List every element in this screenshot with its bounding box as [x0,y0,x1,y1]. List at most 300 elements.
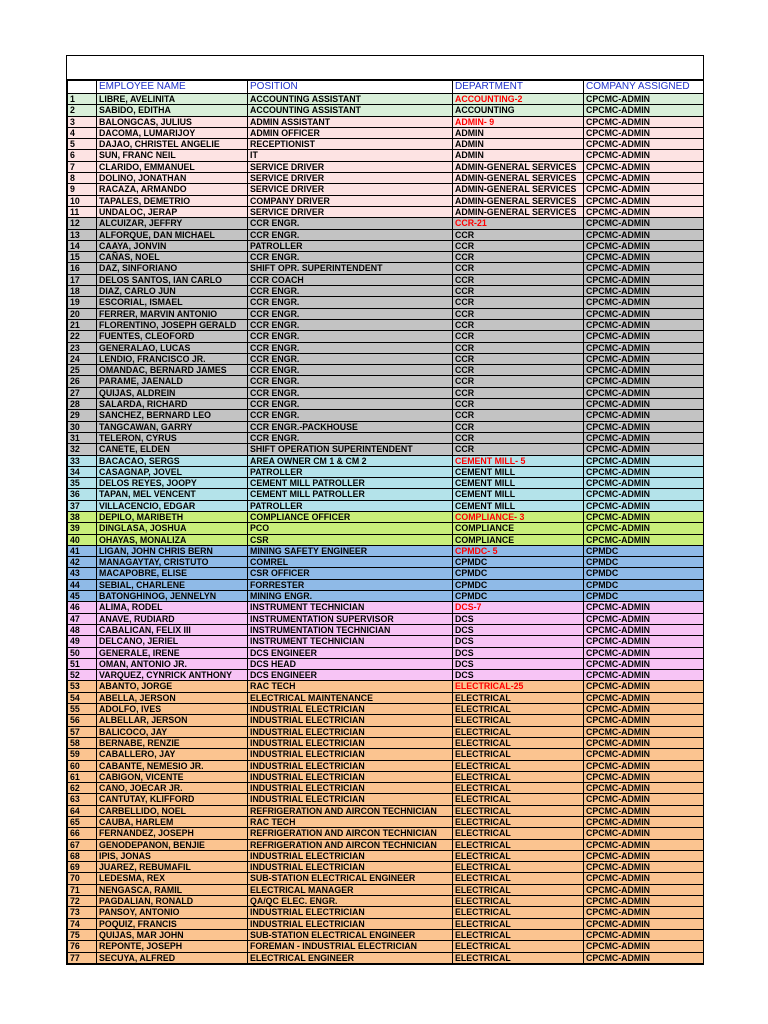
position-cell[interactable]: INDUSTRIAL ELECTRICIAN [248,771,453,782]
position-cell[interactable]: INDUSTRIAL ELECTRICIAN [248,704,453,715]
department-cell[interactable]: CCR [453,376,584,387]
company-assigned-cell[interactable]: CPCMC-ADMIN [584,647,704,658]
department-cell[interactable]: CEMENT MILL [453,466,584,477]
company-assigned-cell[interactable]: CPCMC-ADMIN [584,896,704,907]
company-assigned-cell[interactable]: CPCMC-ADMIN [584,726,704,737]
position-cell[interactable]: REFRIGERATION AND AIRCON TECHNICIAN [248,828,453,839]
employee-name-cell[interactable]: SALARDA, RICHARD [97,399,248,410]
department-cell[interactable]: CEMENT MILL- 5 [453,455,584,466]
row-number[interactable]: 40 [68,534,97,545]
employee-name-cell[interactable]: ABELLA, JERSON [97,692,248,703]
department-cell[interactable]: ELECTRICAL [453,873,584,884]
position-cell[interactable]: INDUSTRIAL ELECTRICIAN [248,918,453,929]
employee-name-cell[interactable]: DEPILO, MARIBETH [97,511,248,522]
row-number[interactable]: 27 [68,387,97,398]
row-number[interactable]: 61 [68,771,97,782]
company-assigned-cell[interactable]: CPCMC-ADMIN [584,771,704,782]
company-assigned-cell[interactable]: CPMDC [584,579,704,590]
row-number[interactable]: 59 [68,749,97,760]
position-cell[interactable]: INDUSTRIAL ELECTRICIAN [248,760,453,771]
company-assigned-cell[interactable]: CPCMC-ADMIN [584,173,704,184]
position-cell[interactable]: INDUSTRIAL ELECTRICIAN [248,794,453,805]
row-number[interactable]: 43 [68,568,97,579]
row-number[interactable]: 56 [68,715,97,726]
position-cell[interactable]: ELECTRICAL MANAGER [248,884,453,895]
department-cell[interactable]: ELECTRICAL [453,929,584,940]
position-cell[interactable]: RECEPTIONIST [248,139,453,150]
row-number[interactable]: 72 [68,896,97,907]
position-cell[interactable]: CCR ENGR. [248,342,453,353]
position-cell[interactable]: ADMIN OFFICER [248,127,453,138]
position-cell[interactable]: CCR ENGR. [248,319,453,330]
department-cell[interactable]: ELECTRICAL [453,850,584,861]
position-cell[interactable]: ACCOUNTING ASSISTANT [248,105,453,116]
position-cell[interactable]: AREA OWNER CM 1 & CM 2 [248,455,453,466]
department-cell[interactable]: ADMIN-GENERAL SERVICES [453,184,584,195]
department-cell[interactable]: CCR [453,421,584,432]
company-assigned-cell[interactable]: CPCMC-ADMIN [584,116,704,127]
row-number[interactable]: 50 [68,647,97,658]
position-cell[interactable]: PATROLLER [248,240,453,251]
position-cell[interactable]: MINING ENGR. [248,591,453,602]
employee-name-cell[interactable]: JUAREZ, REBUMAFIL [97,862,248,873]
row-number[interactable]: 15 [68,252,97,263]
row-number[interactable]: 42 [68,557,97,568]
company-assigned-cell[interactable]: CPCMC-ADMIN [584,365,704,376]
row-number[interactable]: 9 [68,184,97,195]
company-assigned-cell[interactable]: CPCMC-ADMIN [584,884,704,895]
row-number[interactable]: 38 [68,511,97,522]
company-assigned-cell[interactable]: CPCMC-ADMIN [584,929,704,940]
department-cell[interactable]: ELECTRICAL [453,941,584,952]
row-number[interactable]: 32 [68,444,97,455]
row-number[interactable]: 71 [68,884,97,895]
company-assigned-cell[interactable]: CPCMC-ADMIN [584,387,704,398]
employee-name-cell[interactable]: CANETE, ELDEN [97,444,248,455]
company-assigned-cell[interactable]: CPMDC [584,591,704,602]
position-cell[interactable]: DCS ENGINEER [248,670,453,681]
employee-name-cell[interactable]: BALICOCO, JAY [97,726,248,737]
department-cell[interactable]: ELECTRICAL [453,726,584,737]
position-cell[interactable]: SUB-STATION ELECTRICAL ENGINEER [248,873,453,884]
company-assigned-cell[interactable]: CPCMC-ADMIN [584,444,704,455]
department-cell[interactable]: CCR [453,308,584,319]
department-cell[interactable]: ELECTRICAL [453,783,584,794]
row-number[interactable]: 10 [68,195,97,206]
position-cell[interactable]: QA/QC ELEC. ENGR. [248,896,453,907]
employee-name-cell[interactable]: OMANDAC, BERNARD JAMES [97,365,248,376]
company-assigned-cell[interactable]: CPCMC-ADMIN [584,749,704,760]
row-number[interactable]: 25 [68,365,97,376]
position-cell[interactable]: CSR [248,534,453,545]
department-cell[interactable]: CPMDC- 5 [453,545,584,556]
row-number[interactable]: 16 [68,263,97,274]
position-cell[interactable]: CCR ENGR. [248,353,453,364]
position-cell[interactable]: INSTRUMENTATION SUPERVISOR [248,613,453,624]
company-assigned-cell[interactable]: CPCMC-ADMIN [584,839,704,850]
position-cell[interactable]: REFRIGERATION AND AIRCON TECHNICIAN [248,839,453,850]
department-cell[interactable]: COMPLIANCE [453,523,584,534]
employee-name-cell[interactable]: TAPALES, DEMETRIO [97,195,248,206]
department-cell[interactable]: CCR [453,286,584,297]
company-assigned-cell[interactable]: CPCMC-ADMIN [584,263,704,274]
position-cell[interactable]: CCR ENGR. [248,432,453,443]
row-number[interactable]: 31 [68,432,97,443]
employee-name-cell[interactable]: FUENTES, CLEOFORD [97,331,248,342]
row-number[interactable]: 35 [68,478,97,489]
department-cell[interactable]: ELECTRICAL [453,907,584,918]
department-cell[interactable]: ADMIN [453,150,584,161]
position-cell[interactable]: INDUSTRIAL ELECTRICIAN [248,783,453,794]
department-cell[interactable]: CCR [453,399,584,410]
company-assigned-cell[interactable]: CPCMC-ADMIN [584,319,704,330]
employee-name-cell[interactable]: NENGASCA, RAMIL [97,884,248,895]
position-cell[interactable]: CCR ENGR. [248,387,453,398]
row-number[interactable]: 11 [68,206,97,217]
position-cell[interactable]: INDUSTRIAL ELECTRICIAN [248,715,453,726]
row-number[interactable]: 17 [68,274,97,285]
department-cell[interactable]: CPMDC [453,579,584,590]
row-number[interactable]: 5 [68,139,97,150]
row-number[interactable]: 53 [68,681,97,692]
company-assigned-cell[interactable]: CPCMC-ADMIN [584,704,704,715]
department-cell[interactable]: ELECTRICAL [453,952,584,963]
employee-name-cell[interactable]: QUIJAS, MAR JOHN [97,929,248,940]
row-number[interactable]: 45 [68,591,97,602]
row-number[interactable]: 39 [68,523,97,534]
department-cell[interactable]: CEMENT MILL [453,489,584,500]
position-cell[interactable]: SHIFT OPR. SUPERINTENDENT [248,263,453,274]
row-number[interactable]: 47 [68,613,97,624]
position-cell[interactable]: CCR ENGR. [248,308,453,319]
employee-name-cell[interactable]: MANAGAYTAY, CRISTUTO [97,557,248,568]
employee-name-cell[interactable]: CASAGNAP, JOVEL [97,466,248,477]
employee-name-cell[interactable]: ABANTO, JORGE [97,681,248,692]
company-assigned-cell[interactable]: CPCMC-ADMIN [584,523,704,534]
employee-name-cell[interactable]: TANGCAWAN, GARRY [97,421,248,432]
position-cell[interactable]: RAC TECH [248,681,453,692]
row-number[interactable]: 37 [68,500,97,511]
employee-name-cell[interactable]: UNDALOC, JERAP [97,206,248,217]
position-cell[interactable]: ELECTRICAL MAINTENANCE [248,692,453,703]
position-cell[interactable]: SERVICE DRIVER [248,206,453,217]
row-number[interactable]: 51 [68,658,97,669]
row-number[interactable]: 52 [68,670,97,681]
row-number[interactable]: 76 [68,941,97,952]
position-cell[interactable]: CCR ENGR. [248,331,453,342]
position-cell[interactable]: INDUSTRIAL ELECTRICIAN [248,862,453,873]
employee-name-cell[interactable]: CLARIDO, EMMANUEL [97,161,248,172]
company-assigned-cell[interactable]: CPCMC-ADMIN [584,511,704,522]
position-cell[interactable]: CCR ENGR. [248,410,453,421]
company-assigned-cell[interactable]: CPCMC-ADMIN [584,602,704,613]
department-cell[interactable]: ELECTRICAL [453,817,584,828]
department-cell[interactable]: DCS [453,647,584,658]
row-number[interactable]: 68 [68,850,97,861]
department-cell[interactable]: ADMIN [453,139,584,150]
employee-name-cell[interactable]: CABALLERO, JAY [97,749,248,760]
department-cell[interactable]: CCR [453,444,584,455]
employee-name-cell[interactable]: ALCUIZAR, JEFFRY [97,218,248,229]
company-assigned-cell[interactable]: CPCMC-ADMIN [584,534,704,545]
position-cell[interactable]: CCR ENGR. [248,399,453,410]
row-number[interactable]: 14 [68,240,97,251]
department-cell[interactable]: CCR [453,342,584,353]
department-cell[interactable]: ACCOUNTING [453,105,584,116]
employee-name-cell[interactable]: LIBRE, AVELINITA [97,94,248,105]
position-cell[interactable]: INDUSTRIAL ELECTRICIAN [248,726,453,737]
department-cell[interactable]: ADMIN-GENERAL SERVICES [453,173,584,184]
employee-name-cell[interactable]: DAZ, SINFORIANO [97,263,248,274]
row-number[interactable]: 4 [68,127,97,138]
row-number[interactable]: 29 [68,410,97,421]
row-number[interactable]: 62 [68,783,97,794]
company-assigned-cell[interactable]: CPCMC-ADMIN [584,692,704,703]
row-number[interactable]: 55 [68,704,97,715]
position-cell[interactable]: PCO [248,523,453,534]
department-cell[interactable]: CPMDC [453,591,584,602]
department-cell[interactable]: ELECTRICAL [453,794,584,805]
department-cell[interactable]: ELECTRICAL [453,715,584,726]
row-number[interactable]: 58 [68,737,97,748]
department-cell[interactable]: CPMDC [453,557,584,568]
row-number[interactable]: 65 [68,817,97,828]
employee-name-cell[interactable]: DAJAO, CHRISTEL ANGELIE [97,139,248,150]
position-cell[interactable]: INDUSTRIAL ELECTRICIAN [248,907,453,918]
row-number[interactable]: 8 [68,173,97,184]
employee-name-cell[interactable]: CANO, JOECAR JR. [97,783,248,794]
row-number[interactable]: 74 [68,918,97,929]
position-cell[interactable]: CCR ENGR.-PACKHOUSE [248,421,453,432]
employee-name-cell[interactable]: GENODEPANON, BENJIE [97,839,248,850]
employee-name-cell[interactable]: CABANTE, NEMESIO JR. [97,760,248,771]
company-assigned-cell[interactable]: CPCMC-ADMIN [584,399,704,410]
department-cell[interactable]: ELECTRICAL [453,884,584,895]
employee-name-cell[interactable]: ADOLFO, IVES [97,704,248,715]
row-number[interactable]: 6 [68,150,97,161]
company-assigned-cell[interactable]: CPCMC-ADMIN [584,918,704,929]
employee-name-cell[interactable]: CARBELLIDO, NOEL [97,805,248,816]
header-number[interactable] [68,81,97,94]
department-cell[interactable]: ADMIN [453,127,584,138]
header-company-assigned[interactable]: COMPANY ASSIGNED [584,81,704,94]
employee-name-cell[interactable]: ALBELLAR, JERSON [97,715,248,726]
position-cell[interactable]: FOREMAN - INDUSTRIAL ELECTRICIAN [248,941,453,952]
row-number[interactable]: 22 [68,331,97,342]
row-number[interactable]: 63 [68,794,97,805]
employee-name-cell[interactable]: DELOS SANTOS, IAN CARLO [97,274,248,285]
company-assigned-cell[interactable]: CPCMC-ADMIN [584,218,704,229]
department-cell[interactable]: CCR [453,240,584,251]
company-assigned-cell[interactable]: CPCMC-ADMIN [584,907,704,918]
company-assigned-cell[interactable]: CPCMC-ADMIN [584,500,704,511]
company-assigned-cell[interactable]: CPCMC-ADMIN [584,94,704,105]
company-assigned-cell[interactable]: CPCMC-ADMIN [584,862,704,873]
company-assigned-cell[interactable]: CPCMC-ADMIN [584,737,704,748]
row-number[interactable]: 3 [68,116,97,127]
employee-name-cell[interactable]: GENERALE, IRENE [97,647,248,658]
header-employee-name[interactable]: EMPLOYEE NAME [97,81,248,94]
employee-name-cell[interactable]: REPONTE, JOSEPH [97,941,248,952]
row-number[interactable]: 2 [68,105,97,116]
department-cell[interactable]: CPMDC [453,568,584,579]
row-number[interactable]: 77 [68,952,97,963]
employee-name-cell[interactable]: SUN, FRANC NEIL [97,150,248,161]
company-assigned-cell[interactable]: CPCMC-ADMIN [584,478,704,489]
employee-name-cell[interactable]: BERNABE, RENZIE [97,737,248,748]
department-cell[interactable]: DCS-7 [453,602,584,613]
row-number[interactable]: 12 [68,218,97,229]
department-cell[interactable]: ELECTRICAL [453,839,584,850]
employee-name-cell[interactable]: PAGDALIAN, RONALD [97,896,248,907]
row-number[interactable]: 66 [68,828,97,839]
department-cell[interactable]: ELECTRICAL [453,896,584,907]
row-number[interactable]: 33 [68,455,97,466]
department-cell[interactable]: DCS [453,613,584,624]
position-cell[interactable]: CCR ENGR. [248,297,453,308]
department-cell[interactable]: CCR [453,365,584,376]
company-assigned-cell[interactable]: CPCMC-ADMIN [584,760,704,771]
row-number[interactable]: 69 [68,862,97,873]
employee-name-cell[interactable]: BATONGHINOG, JENNELYN [97,591,248,602]
company-assigned-cell[interactable]: CPCMC-ADMIN [584,297,704,308]
company-assigned-cell[interactable]: CPCMC-ADMIN [584,624,704,635]
row-number[interactable]: 19 [68,297,97,308]
header-department[interactable]: DEPARTMENT [453,81,584,94]
employee-name-cell[interactable]: DOLINO, JONATHAN [97,173,248,184]
position-cell[interactable]: ACCOUNTING ASSISTANT [248,94,453,105]
employee-name-cell[interactable]: SABIDO, EDITHA [97,105,248,116]
position-cell[interactable]: CCR ENGR. [248,252,453,263]
row-number[interactable]: 18 [68,286,97,297]
department-cell[interactable]: DCS [453,624,584,635]
department-cell[interactable]: CCR [453,229,584,240]
department-cell[interactable]: ELECTRICAL [453,704,584,715]
department-cell[interactable]: DCS [453,658,584,669]
position-cell[interactable]: CSR OFFICER [248,568,453,579]
employee-name-cell[interactable]: CAUBA, HARLEM [97,817,248,828]
position-cell[interactable]: COMPANY DRIVER [248,195,453,206]
company-assigned-cell[interactable]: CPCMC-ADMIN [584,817,704,828]
department-cell[interactable]: ELECTRICAL [453,692,584,703]
position-cell[interactable]: INSTRUMENTATION TECHNICIAN [248,624,453,635]
position-cell[interactable]: MINING SAFETY ENGINEER [248,545,453,556]
row-number[interactable]: 34 [68,466,97,477]
position-cell[interactable]: CCR ENGR. [248,376,453,387]
company-assigned-cell[interactable]: CPCMC-ADMIN [584,658,704,669]
employee-name-cell[interactable]: FERRER, MARVIN ANTONIO [97,308,248,319]
department-cell[interactable]: ELECTRICAL [453,760,584,771]
employee-name-cell[interactable]: DELCANO, JERIEL [97,636,248,647]
company-assigned-cell[interactable]: CPCMC-ADMIN [584,342,704,353]
row-number[interactable]: 21 [68,319,97,330]
company-assigned-cell[interactable]: CPCMC-ADMIN [584,195,704,206]
department-cell[interactable]: ELECTRICAL [453,737,584,748]
employee-name-cell[interactable]: FERNANDEZ, JOSEPH [97,828,248,839]
employee-name-cell[interactable]: FLORENTINO, JOSEPH GERALD [97,319,248,330]
employee-name-cell[interactable]: SECUYA, ALFRED [97,952,248,963]
department-cell[interactable]: DCS [453,636,584,647]
employee-name-cell[interactable]: SANCHEZ, BERNARD LEO [97,410,248,421]
department-cell[interactable]: DCS [453,670,584,681]
row-number[interactable]: 23 [68,342,97,353]
department-cell[interactable]: ACCOUNTING-2 [453,94,584,105]
company-assigned-cell[interactable]: CPCMC-ADMIN [584,828,704,839]
company-assigned-cell[interactable]: CPCMC-ADMIN [584,941,704,952]
department-cell[interactable]: ADMIN-GENERAL SERVICES [453,195,584,206]
company-assigned-cell[interactable]: CPCMC-ADMIN [584,613,704,624]
company-assigned-cell[interactable]: CPCMC-ADMIN [584,952,704,963]
employee-name-cell[interactable]: RACAZA, ARMANDO [97,184,248,195]
employee-name-cell[interactable]: DACOMA, LUMARIJOY [97,127,248,138]
company-assigned-cell[interactable]: CPMDC [584,568,704,579]
position-cell[interactable]: INDUSTRIAL ELECTRICIAN [248,749,453,760]
company-assigned-cell[interactable]: CPCMC-ADMIN [584,850,704,861]
position-cell[interactable]: COMREL [248,557,453,568]
department-cell[interactable]: CCR [453,297,584,308]
row-number[interactable]: 41 [68,545,97,556]
employee-name-cell[interactable]: ALFORQUE, DAN MICHAEL [97,229,248,240]
position-cell[interactable]: ADMIN ASSISTANT [248,116,453,127]
department-cell[interactable]: ELECTRICAL-25 [453,681,584,692]
company-assigned-cell[interactable]: CPCMC-ADMIN [584,229,704,240]
company-assigned-cell[interactable]: CPCMC-ADMIN [584,161,704,172]
company-assigned-cell[interactable]: CPCMC-ADMIN [584,206,704,217]
company-assigned-cell[interactable]: CPCMC-ADMIN [584,805,704,816]
row-number[interactable]: 44 [68,579,97,590]
employee-name-cell[interactable]: CABIGON, VICENTE [97,771,248,782]
department-cell[interactable]: CCR [453,274,584,285]
company-assigned-cell[interactable]: CPCMC-ADMIN [584,455,704,466]
company-assigned-cell[interactable]: CPCMC-ADMIN [584,670,704,681]
company-assigned-cell[interactable]: CPCMC-ADMIN [584,681,704,692]
employee-name-cell[interactable]: ESCORIAL, ISMAEL [97,297,248,308]
row-number[interactable]: 64 [68,805,97,816]
department-cell[interactable]: ELECTRICAL [453,828,584,839]
company-assigned-cell[interactable]: CPCMC-ADMIN [584,331,704,342]
company-assigned-cell[interactable]: CPCMC-ADMIN [584,466,704,477]
position-cell[interactable]: ELECTRICAL ENGINEER [248,952,453,963]
company-assigned-cell[interactable]: CPCMC-ADMIN [584,873,704,884]
position-cell[interactable]: INSTRUMENT TECHNICIAN [248,636,453,647]
company-assigned-cell[interactable]: CPCMC-ADMIN [584,636,704,647]
position-cell[interactable]: RAC TECH [248,817,453,828]
department-cell[interactable]: CCR [453,410,584,421]
row-number[interactable]: 75 [68,929,97,940]
department-cell[interactable]: CCR [453,263,584,274]
company-assigned-cell[interactable]: CPCMC-ADMIN [584,715,704,726]
department-cell[interactable]: CCR [453,387,584,398]
employee-name-cell[interactable]: CAÑAS, NOEL [97,252,248,263]
department-cell[interactable]: CCR [453,353,584,364]
company-assigned-cell[interactable]: CPCMC-ADMIN [584,240,704,251]
department-cell[interactable]: CEMENT MILL [453,478,584,489]
row-number[interactable]: 54 [68,692,97,703]
row-number[interactable]: 36 [68,489,97,500]
row-number[interactable]: 46 [68,602,97,613]
department-cell[interactable]: ELECTRICAL [453,918,584,929]
employee-name-cell[interactable]: ALIMA, RODEL [97,602,248,613]
company-assigned-cell[interactable]: CPMDC [584,545,704,556]
employee-name-cell[interactable]: ANAVE, RUDIARD [97,613,248,624]
employee-name-cell[interactable]: DELOS REYES, JOOPY [97,478,248,489]
department-cell[interactable]: ELECTRICAL [453,771,584,782]
row-number[interactable]: 28 [68,399,97,410]
employee-name-cell[interactable]: PARAME, JAENALD [97,376,248,387]
row-number[interactable]: 67 [68,839,97,850]
position-cell[interactable]: PATROLLER [248,500,453,511]
row-number[interactable]: 20 [68,308,97,319]
